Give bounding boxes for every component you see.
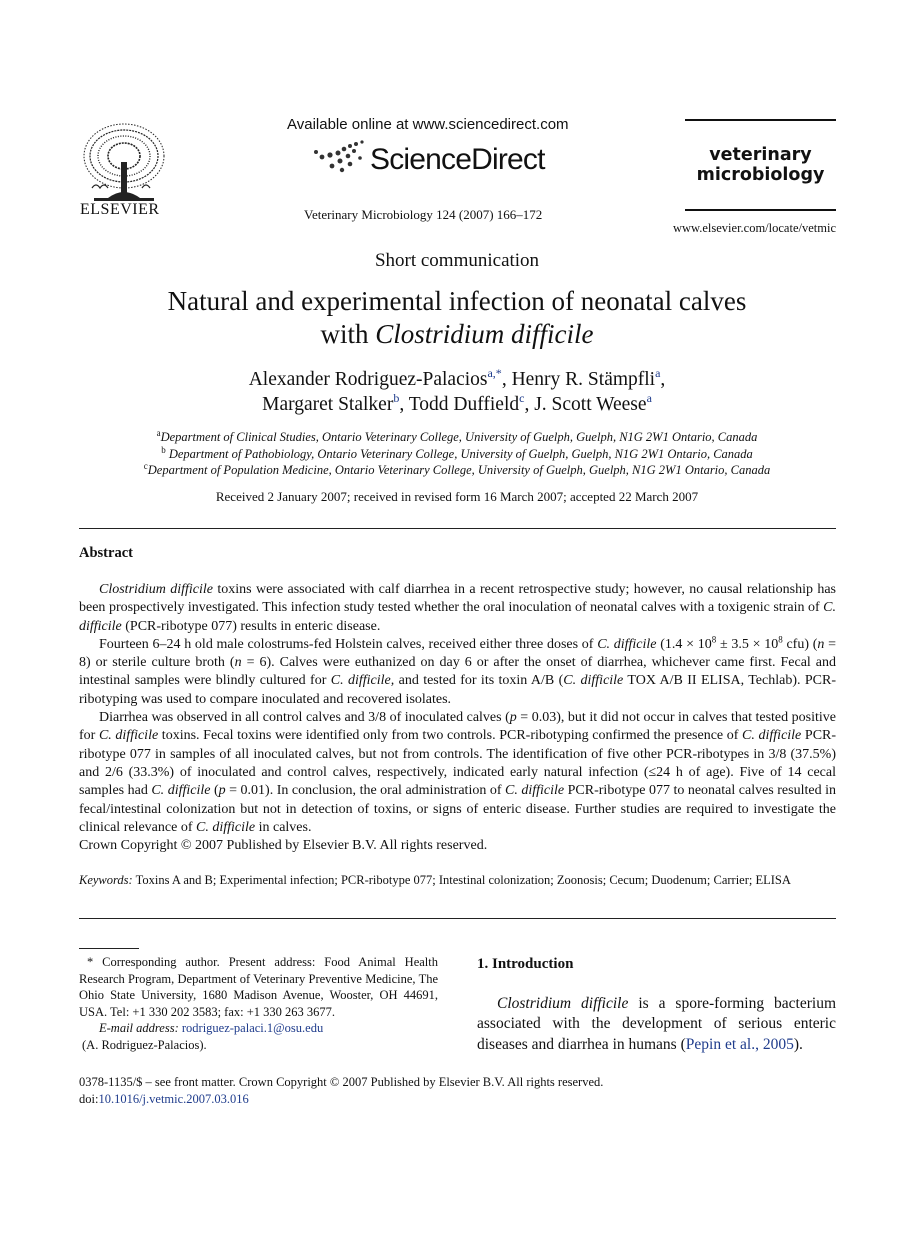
affiliation-item: $^a$Department of Clinical Studies, Ontario Veterinary College, University of Guelph, Guelph, N1G 2W1 Ontario, Canada [156, 428, 758, 444]
author-name[interactable]: Margaret Stalker [262, 394, 394, 415]
article-title-line1: Natural and experimental infection of neonatal calves [167, 286, 747, 316]
author-affiliation-marker[interactable]: c [519, 391, 525, 405]
italic-term: Clostridium difficile [497, 995, 629, 1012]
author-affiliation-marker[interactable]: b [393, 391, 400, 405]
introduction-body [477, 994, 836, 1055]
abstract-paragraph: Fourteen 6–24 h old male colostrums-fed Holstein calves, received either three doses of C. difficile ($1.4 \times 10^8 \pm 3.5 \times 10^8$ cfu) (n = 8) or sterile culture broth (n = 6). Calves were euthanized on day 6 or after the onset of diarrhea, whichever came first. Fecal and intestinal samples were blindly cultured for C. difficile, and tested for its toxin A/B (C. difficile TOX A/B II ELISA, Techlab). PCR-ribotyping was used to compare inoculated and recovered isolates. [79, 634, 836, 707]
author-name[interactable]: J. Scott Weese [534, 394, 647, 415]
introduction-heading: 1. Introduction [477, 956, 574, 972]
author-list [0, 367, 907, 417]
italic-term: Clostridium difficile [99, 582, 214, 597]
superscript: 8 [711, 634, 717, 645]
email-link[interactable]: rodriguez-palaci.1@osu.edu [181, 1021, 324, 1036]
abstract-body [79, 581, 836, 855]
article-title-line2: with Clostridium difficile [320, 319, 594, 349]
italic-term: C. difficile [742, 728, 802, 744]
author-affiliation-marker[interactable]: a [646, 391, 652, 405]
author-name[interactable]: Todd Duffield [408, 394, 520, 415]
sciencedirect-wordmark: ScienceDirect [370, 143, 545, 176]
available-online-text: Available online at www.sciencedirect.com [287, 116, 569, 133]
journal-citation: Veterinary Microbiology 124 (2007) 166–172 [304, 207, 543, 222]
italic-term: C. difficile [563, 673, 624, 689]
corresponding-author-text: * Corresponding author. Present address: Food Animal Health Research Program, Department of Veterinary Preventive Medicine, The Ohio State University, 1680 Madison Avenue, Wooster, OH 44691, USA. Tel: +1 330 202 3583; fax: +1 330 263 3677. [79, 955, 438, 1019]
journal-url: www.elsevier.com/locate/vetmic [672, 221, 836, 235]
italic-term: C. difficile [195, 819, 256, 835]
received-dates: Received 2 January 2007; received in revised form 16 March 2007; accepted 22 March 2007 [215, 489, 699, 504]
italic-term: C. difficile [597, 636, 657, 652]
italic-term: C. difficile, [330, 673, 395, 689]
abstract-paragraph: Diarrhea was observed in all control calves and 3/8 of inoculated calves (p = 0.03), but it did not occur in calves that tested positive for C. difficile toxins. Fecal toxins were identified only from two controls. PCR-ribotyping confirmed the presence of C. difficile PCR-ribotype 077 in samples of all inoculated calves, but not from controls. The identification of five other PCR-ribotypes in 3/8 (37.5%) and 2/6 (33.3%) of inoculated and control calves, respectively, indicated early natural infection (≤24 h of age). Five of 14 cecal samples had C. difficile (p = 0.01). In conclusion, the oral administration of C. difficile PCR-ribotype 077 to neonatal calves resulted in fecal/intestinal colonization but not in detection of toxins, or signs of enteric disease. Further studies are required to investigate the clinical relevance of C. difficile in calves. [79, 710, 837, 835]
journal-title-line2: microbiology [696, 165, 825, 185]
publisher-wordmark: ELSEVIER [80, 201, 160, 218]
abstract-paragraph: Clostridium difficile toxins were associated with calf diarrhea in a recent retrospective study; however, no causal relationship has been prospectively investigated. This infection study tested whether the oral inoculation of neonatal calves with a toxigenic strain of C. difficile (PCR-ribotype 077) results in enteric disease. [79, 582, 837, 634]
journal-title-rule-top [685, 119, 836, 121]
introduction-paragraph: Clostridium difficile is a spore-forming bacterium associated with the development of serious enteric diseases and diarrhea in humans (Pepin et al., 2005). [477, 995, 837, 1053]
author-affiliation-marker[interactable]: a,* [487, 366, 502, 380]
italic-term: C. difficile [505, 783, 565, 799]
abstract-copyright: Crown Copyright © 2007 Published by Elsevier B.V. All rights reserved. [79, 838, 488, 854]
author-name[interactable]: Henry R. Stämpfli [511, 369, 656, 390]
italic-term: C. difficile [79, 600, 836, 634]
divider [79, 918, 836, 919]
affiliation-list [0, 429, 907, 479]
citation-link[interactable]: Pepin et al., 2005 [685, 1035, 794, 1053]
italic-term: n [234, 655, 242, 671]
article-type: Short communication [374, 250, 540, 271]
doi-line: doi:10.1016/j.vetmic.2007.03.016 [79, 1092, 249, 1106]
author-affiliation-marker[interactable]: a [655, 366, 661, 380]
footnote-rule [79, 948, 139, 949]
affiliation-item: $^b$ Department of Pathobiology, Ontario Veterinary College, University of Guelph, Guelph, N1G 2W1 Ontario, Canada [161, 444, 753, 461]
superscript: 8 [778, 634, 783, 645]
keywords-label: Keywords: [79, 873, 133, 887]
corresponding-author-footnote [79, 954, 438, 1054]
affiliation-item: $^c$Department of Population Medicine, Ontario Veterinary College, University of Guelph, Guelph, N1G 2W1 Ontario, Canada [143, 461, 771, 477]
author-line-1: Alexander Rodriguez-Palacios$^{a,*}$, Henry R. Stämpfli$^a$, [248, 366, 666, 390]
doi-link[interactable]: 10.1016/j.vetmic.2007.03.016 [98, 1092, 249, 1106]
article-title-organism: Clostridium difficile [375, 319, 594, 349]
email-owner: (A. Rodriguez-Palacios). [82, 1037, 207, 1052]
email-line: E-mail address: rodriguez-palaci.1@osu.edu [99, 1021, 324, 1036]
journal-title-rule-bottom [685, 209, 836, 211]
author-line-2: Margaret Stalker$^b$, Todd Duffield$^c$, J. Scott Weese$^a$ [262, 391, 652, 415]
abstract-heading: Abstract [79, 545, 133, 561]
divider [79, 528, 836, 529]
italic-term: C. difficile [151, 783, 211, 799]
keywords [79, 872, 836, 889]
author-name[interactable]: Alexander Rodriguez-Palacios [248, 369, 488, 390]
keywords-text: Toxins A and B; Experimental infection; PCR-ribotype 077; Intestinal colonization; Zoonosis; Cecum; Duodenum; Carrier; ELISA [135, 873, 791, 887]
journal-title-logo [685, 145, 836, 185]
italic-term: n [817, 636, 825, 652]
issn-line: 0378-1135/$ – see front matter. Crown Copyright © 2007 Published by Elsevier B.V. All rights reserved. [79, 1075, 604, 1089]
italic-term: C. difficile [98, 728, 159, 744]
italic-term: p [509, 710, 517, 726]
italic-term: p [218, 783, 226, 799]
journal-title-line1: veterinary [709, 145, 812, 165]
sciencedirect-dots-logo [310, 136, 370, 178]
article-title [0, 285, 907, 351]
